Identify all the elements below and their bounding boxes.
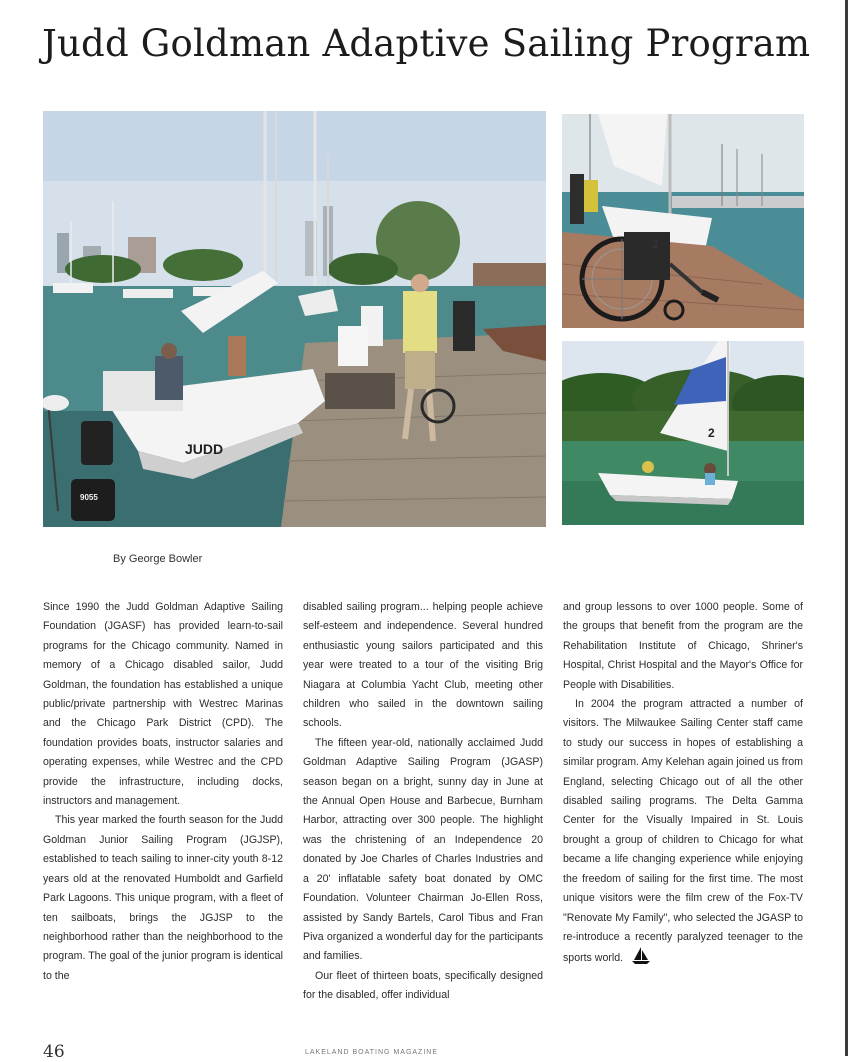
sailboat-end-icon xyxy=(631,947,651,964)
byline: By George Bowler xyxy=(113,553,203,565)
paragraph-text: In 2004 the program attracted a number of visitors. The Milwaukee Sailing Center staff came to study our success in hopes of establishing a similar program. Amy Kelehan again joined us from England, selecting Chicago out of all the other disabled sailing programs. The Delta Gamma Center for the Visually Impaired in St. Louis brought a group of children to Chicago for what became a life changing experience while enjoying the freedom of sailing for the first time. The most unique visitors were the film crew of the Fox-TV "Renovate My Family", who selected the JGASP to re-introduce a recently paralyzed teenager to the sports world. xyxy=(563,698,803,965)
paragraph: Our fleet of thirteen boats, specifically designed for the disabled, offer individual xyxy=(303,969,543,1002)
boat-name-label: JUDD xyxy=(185,441,224,457)
paragraph: disabled sailing program... helping people achieve self-esteem and independence. Several hundred enthusiastic young sailors participated and this year were treated to a tour of the visiting Brig Niagara at Columbia Yacht Club, meeting other children who sailed in the downtown sailing schools. xyxy=(303,601,543,730)
motor-label: 9055 xyxy=(80,493,98,502)
footer-text: LAKELAND BOATING MAGAZINE xyxy=(305,1049,439,1056)
wheelchair-photo-sail-number: 2 xyxy=(652,237,659,251)
article-column-3 xyxy=(563,598,803,969)
article-title: Judd Goldman Adaptive Sailing Program xyxy=(42,22,811,65)
page-number: 46 xyxy=(43,1042,65,1062)
article-column-1 xyxy=(43,598,283,986)
photo-dock-sailboats xyxy=(43,111,546,527)
paragraph: The fifteen year-old, nationally acclaimed Judd Goldman Adaptive Sailing Program (JGASP) season began on a bright, sunny day in June at the Annual Open House and Barbecue, Burnham Harbor, attracting over 300 people. The highlight was the christening of an Independence 20 donated by Joe Charles of Charles Industries and a 20' inflatable safety boat donated by OMC Foundation. Volunteer Chairman Jo-Ellen Ross, assisted by Sandy Bartels, Carol Tibus and Fran Piva organized a wonderful day for the participants and families. xyxy=(303,736,543,963)
photo-sailboat-lagoon xyxy=(562,341,804,525)
sail-number: 2 xyxy=(708,426,715,440)
photo-wheelchair-dock xyxy=(562,114,804,328)
article-column-2 xyxy=(303,598,543,1006)
last-paragraph xyxy=(563,695,803,969)
paragraph: and group lessons to over 1000 people. Some of the groups that benefit from the program are the Rehabilitation Institute of Chicago, Shriner's Hospital, Christ Hospital and the Mayor's Office for People with Disabilities. xyxy=(563,601,803,691)
paragraph: This year marked the fourth season for the Judd Goldman Junior Sailing Program (JGJSP), established to teach sailing to inner-city youth 8-12 years old at the renovated Humboldt and Garfield Park Lagoons. This unique program, with a fleet of ten sailboats, brings the JGJSP to the neighborhood rather than the neighborhood to the program. The goal of the junior program is identical to the xyxy=(43,814,283,982)
paragraph: Since 1990 the Judd Goldman Adaptive Sailing Foundation (JGASF) has provided learn-to-sail programs for the Chicago community. Named in memory of a Chicago disabled sailor, Judd Goldman, the foundation has established a unique public/private partnership with Westrec Marinas and the Chicago Park District (CPD). The foundation provides boats, instructor salaries and operating expenses, while Westrec and the CPD provide the infrastructure, including docks, instructors and management. xyxy=(43,601,283,808)
